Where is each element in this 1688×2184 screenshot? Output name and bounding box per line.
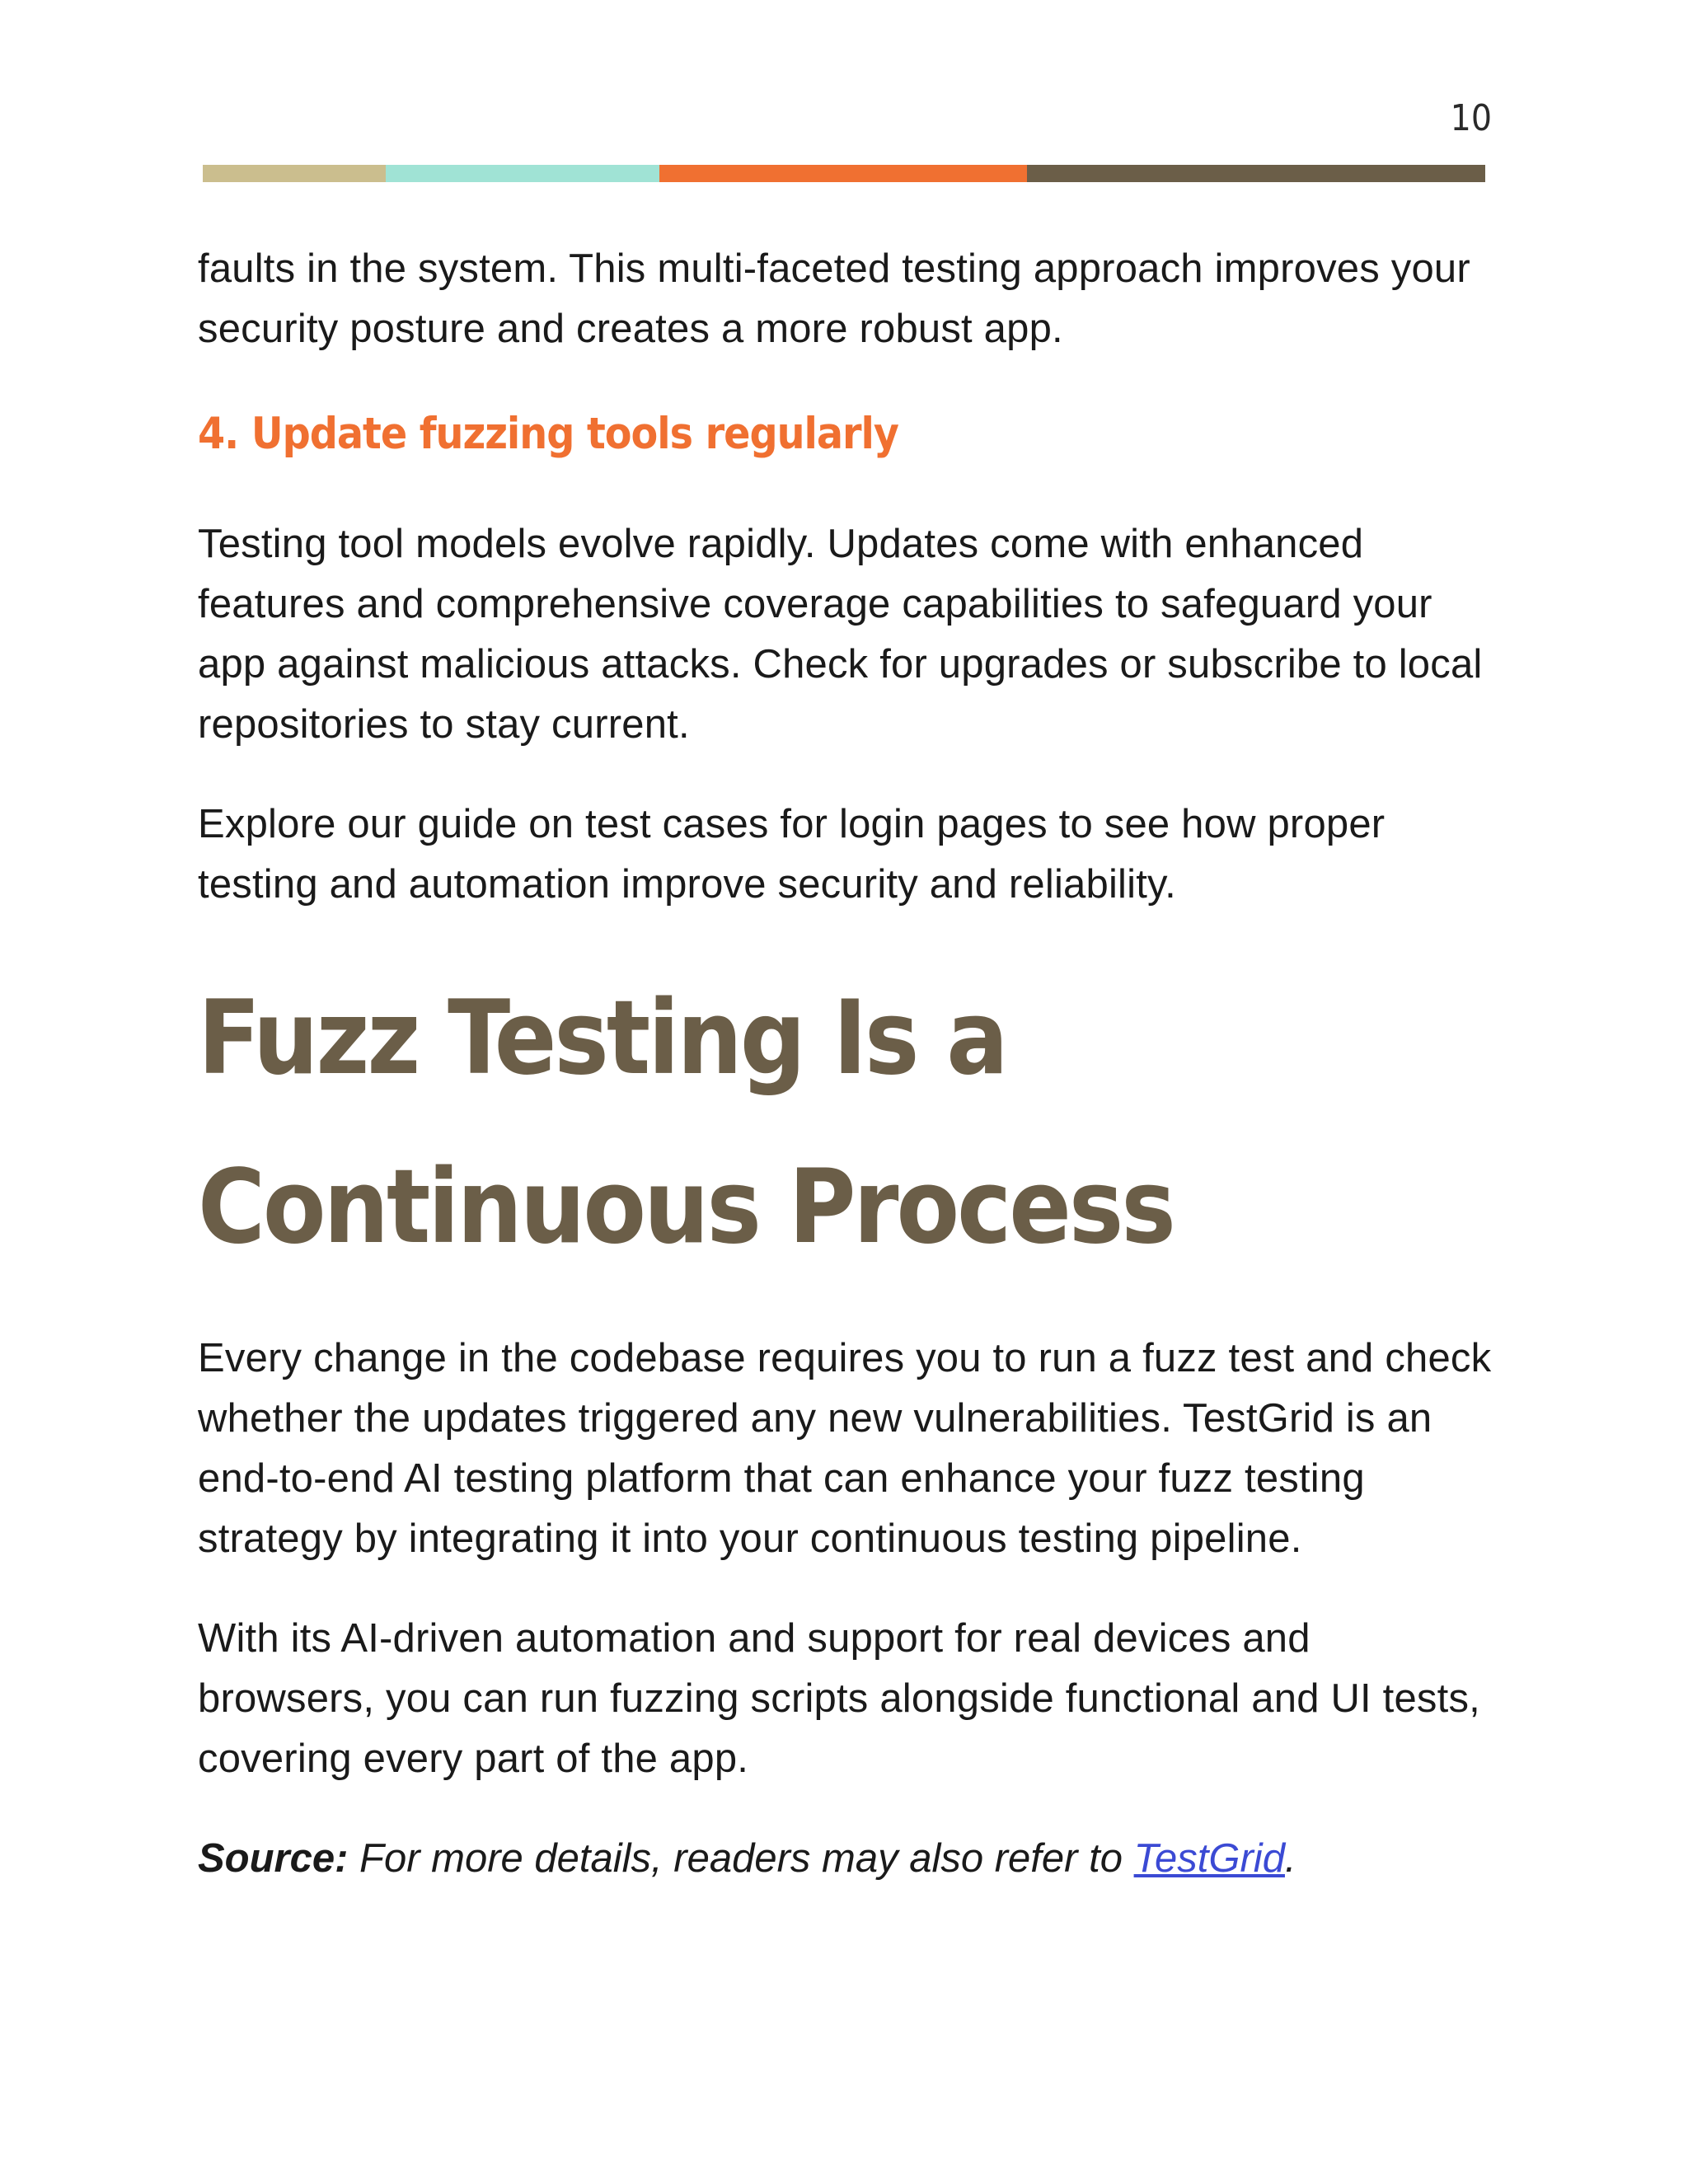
source-citation (198, 1829, 1492, 1889)
paragraph-continuation: faults in the system. This multi-faceted testing approach improves your security posture and creates a more robust app. (198, 246, 1470, 351)
source-end: . (1284, 1836, 1296, 1882)
color-bar-segment-mint (386, 165, 659, 182)
paragraph-tool-updates: Testing tool models evolve rapidly. Updates come with enhanced features and comprehensive coverage capabilities to safeguard your app against malicious attacks. Check for upgrades or subscribe to local repositories to stay current. (198, 522, 1483, 748)
section-title: Fuzz Testing Is a Continuous Process (198, 979, 1174, 1268)
color-bar-segment-orange (659, 165, 1027, 182)
document-body (198, 239, 1492, 1889)
color-bar-segment-brown (1027, 165, 1485, 182)
source-text: For more details, readers may also refer to (348, 1836, 1134, 1882)
source-label: Source: (198, 1836, 349, 1882)
paragraph-ai-automation: With its AI-driven automation and support for real devices and browsers, you can run fuzzing scripts alongside functional and UI tests, covering every part of the app. (198, 1616, 1480, 1782)
subheading-update-tools: 4. Update fuzzing tools regularly (198, 409, 898, 459)
paragraph-codebase-changes: Every change in the codebase requires you to run a fuzz test and check whether the updates triggered any new vulnerabilities. TestGrid is an end-to-end AI testing platform that can enhance your fuzz testing strategy by integrating it into your continuous testing pipeline. (198, 1336, 1492, 1562)
color-bar-segment-tan (203, 165, 386, 182)
testgrid-link[interactable]: TestGrid (1133, 1836, 1285, 1882)
paragraph-explore-guide: Explore our guide on test cases for login pages to see how proper testing and automation improve security and reliability. (198, 802, 1386, 907)
page-number: 10 (1450, 97, 1492, 139)
header-color-bar (203, 165, 1485, 182)
